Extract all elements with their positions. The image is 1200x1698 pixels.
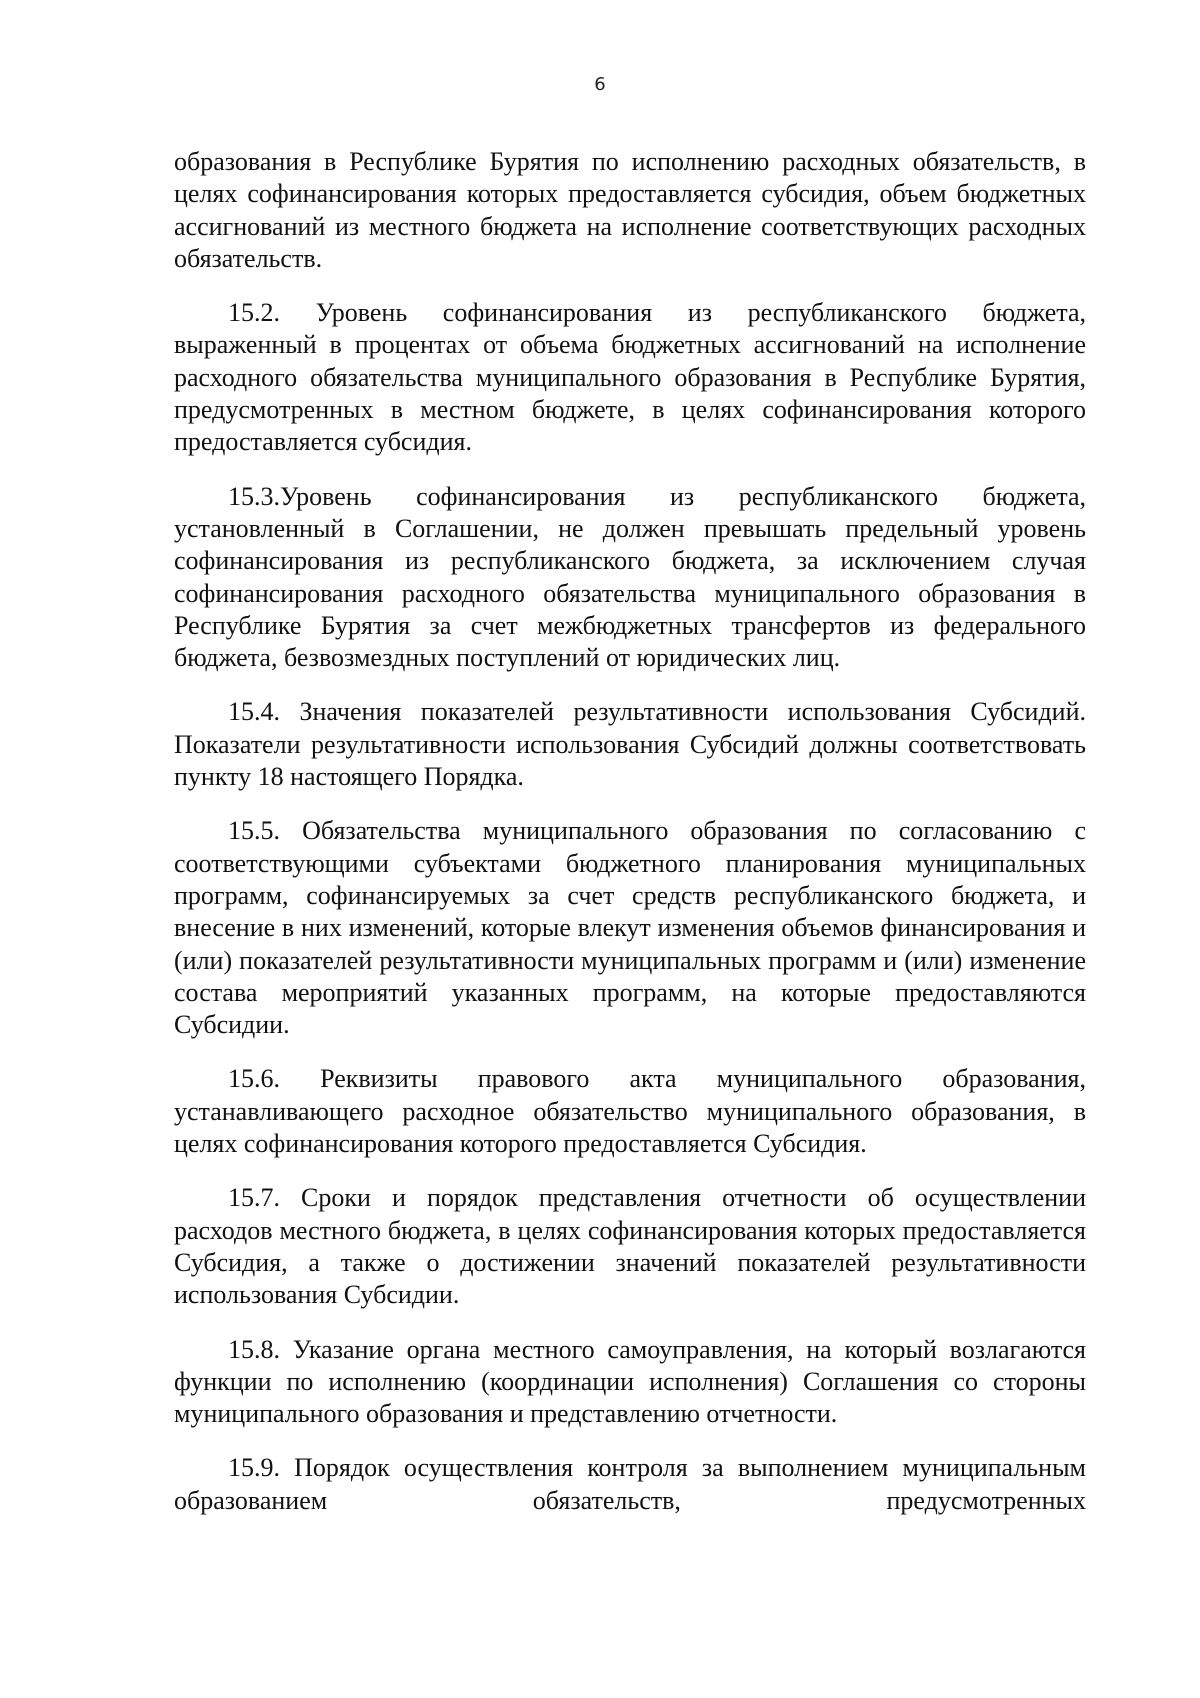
paragraph-15-5: 15.5. Обязательства муниципального образования по согласованию с соответствующими субъектами бюджетного планирования муниципальных программ, софинансируемых за счет средств республиканского бюджета, и внесение в них изменений, которые влекут изменения объемов финансирования и (или) показателей результативности муниципальных программ и (или) изменение состава мероприятий указанных программ, на которые предоставляются Субсидии. [174,816,1086,1040]
paragraph-continuation: образования в Республике Бурятия по исполнению расходных обязательств, в целях софинансирования которых предоставляется субсидия, объем бюджетных ассигнований из местного бюджета на исполнение соответствующих расходных обязательств. [174,147,1086,273]
document-body [174,146,1086,1539]
paragraph-15-3: 15.3.Уровень софинансирования из республиканского бюджета, установленный в Соглашении, не должен превышать предельный уровень софинансирования из республиканского бюджета, за исключением случая софинансирования расходного обязательства муниципального образования в Республике Бурятия за счет межбюджетных трансфертов из федерального бюджета, безвозмездных поступлений от юридических лиц. [174,481,1086,673]
paragraph-15-8: 15.8. Указание органа местного самоуправления, на который возлагаются функции по исполнению (координации исполнения) Соглашения со стороны муниципального образования и представлению отчетности. [174,1334,1086,1429]
paragraph-15-6: 15.6. Реквизиты правового акта муниципального образования, устанавливающего расходное обязательство муниципального образования, в целях софинансирования которого предоставляется Субсидия. [174,1064,1086,1159]
paragraph-15-7: 15.7. Сроки и порядок представления отчетности об осуществлении расходов местного бюджета, в целях софинансирования которых предоставляется Субсидия, а также о достижении значений показателей результативности использования Субсидии. [174,1183,1086,1310]
page-number: 6 [594,74,606,95]
paragraph-15-9: 15.9. Порядок осуществления контроля за выполнением муниципальным образованием обязательств, предусмотренных [174,1453,1086,1515]
paragraph-15-2: 15.2. Уровень софинансирования из республиканского бюджета, выраженный в процентах от объема бюджетных ассигнований на исполнение расходного обязательства муниципального образования в Республике Бурятия, предусмотренных в местном бюджете, в целях софинансирования которого предоставляется субсидия. [174,298,1086,457]
paragraph-15-4: 15.4. Значения показателей результативности использования Субсидий. Показатели результативности использования Субсидий должны соответствовать пункту 18 настоящего Порядка. [174,697,1086,792]
